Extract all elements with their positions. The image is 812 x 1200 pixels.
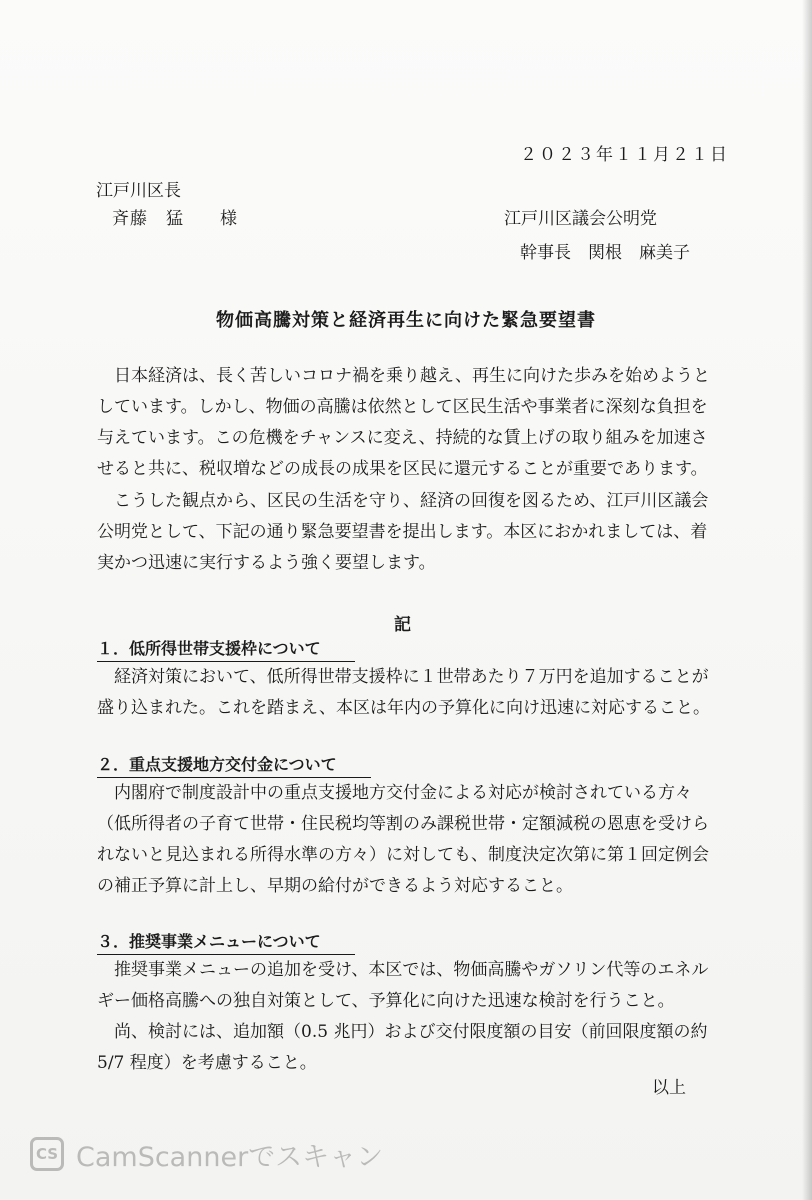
document-title: 物価高騰対策と経済再生に向けた緊急要望書 [216, 310, 596, 331]
recipient-name: 斉藤 猛 様 [112, 209, 238, 229]
section-body-note: 尚、検討には、追加額（0.5 兆円）および交付限度額の目安（前回限度額の約5/7 程度）を考慮すること。 [97, 1022, 708, 1073]
sender-organization: 江戸川区議会公明党 [504, 209, 657, 229]
intro-paragraph: こうした観点から、区民の生活を守り、経済の回復を図るため、江戸川区議会公明党として、下記の通り緊急要望書を提出します。本区におかれましては、着実かつ迅速に実行するよう強く要望します。 [97, 491, 709, 573]
camscanner-watermark [30, 1134, 383, 1174]
section-heading: １．低所得世帯支援枠について [97, 636, 355, 662]
closing-ijou: 以上 [652, 1078, 686, 1098]
page-edge-shadow [802, 0, 812, 1200]
ki-marker: 記 [394, 615, 411, 635]
section-heading: ３．推奨事業メニューについて [97, 929, 355, 955]
section-body: 経済対策において、低所得世帯支援枠に１世帯あたり７万円を追加することが盛り込まれた。これを踏まえ、本区は年内の予算化に向け迅速に対応すること。 [97, 667, 711, 718]
section-body: 推奨事業メニューの追加を受け、本区では、物価高騰やガソリン代等のエネルギー価格高騰への独自対策として、予算化に向けた迅速な検討を行うこと。 [97, 960, 709, 1011]
section-body: 内閣府で制度設計中の重点支援地方交付金による対応が検討されている方々（低所得者の子育て世帯・住民税均等割のみ課税世帯・定額減税の恩恵を受けられないと見込まれる所得水準の方々）に対しても、制度決定次第に第１回定例会の補正予算に計上し、早期の給付ができるよう対応すること。 [97, 783, 709, 896]
camscanner-text: CamScannerでスキャン [76, 1141, 384, 1173]
recipient-title: 江戸川区長 [96, 181, 181, 201]
document-date: ２０２３年１１月２１日 [520, 145, 729, 165]
intro-paragraph: 日本経済は、長く苦しいコロナ禍を乗り越え、再生に向けた歩みを始めようとしています。しかし、物価の高騰は依然として区民生活や事業者に深刻な負担を与えています。この危機をチャンスに変え、持続的な賃上げの取り組みを加速させると共に、税収増などの成長の成果を区民に還元することが重要であります。 [97, 366, 711, 479]
sender-name: 幹事長 関根 麻美子 [520, 243, 690, 263]
camscanner-logo-icon: CS [30, 1137, 64, 1171]
section-heading: ２．重点支援地方交付金について [97, 752, 371, 778]
